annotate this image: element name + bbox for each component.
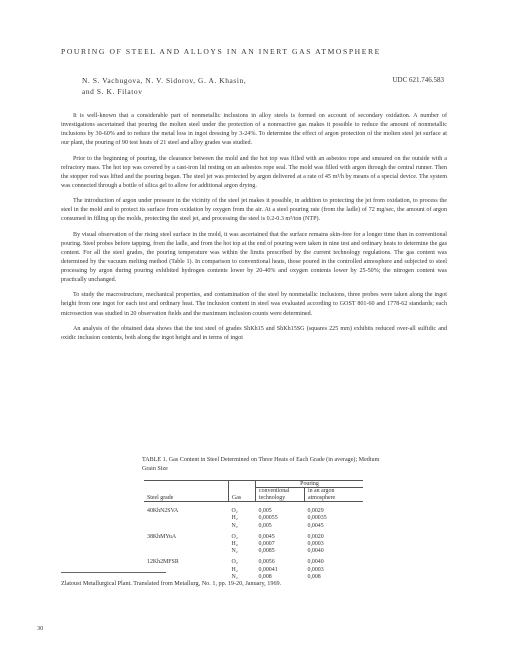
- cell-gas: O₂ H₂ N₂: [231, 559, 238, 580]
- paragraph-2: Prior to the beginning of pouring, the clearance between the mold and the hot top was filled with an asbestos rope and smeared on the outside with a refractory mass. The hot top was covered by a cast-iron lid resting on an asbestos rope seal. The mold was filled with argon through the central runner. Then the stopper rod was lifted and the pouring began. The steel jet was protected by argon delivered at a rate of 45 m³/h by means of a special device. The system was connected through a bottle of silica gel to allow for additional argon drying.: [61, 155, 447, 189]
- authors-line-2: and S. K. Filatov: [82, 87, 143, 96]
- authors-line-1: N. S. Vachugova, N. V. Sidorov, G. A. Khasin,: [82, 76, 247, 85]
- table-row: [144, 502, 363, 530]
- cell-gas: O₂ H₂ N₂: [231, 533, 238, 555]
- paragraph-4: By visual observation of the rising steel surface in the mold, it was ascertained that the surface remains skin-free for a longer time than in conventional pouring. Steel probes before tapping, from the ladle, and from the hot top at the end of pouring were taken in nine test and ordinary heats to determine the gas content. For all the steel grades, the pouring temperature was within the limits prescribed by the current technology regulations. The gas content was determined by the vacuum melting method (Table 1). In comparison to conventional heats, those poured in the controlled atmosphere and subjected to steel processing by argon during pouring exhibited hydrogen contents lower by 20-40% and oxygen contents lower by 25-50%; the nitrogen content was practically unchanged.: [61, 231, 447, 284]
- cell-conventional: 0,0056 0,00041 0,008: [258, 559, 278, 580]
- header-argon: in an argon atmosphere: [305, 488, 364, 502]
- table-row: [144, 530, 363, 556]
- footnote: Zlatoust Metallurgical Plant. Translated from Metallurg, No. 1, pp. 19-20, January, 1969.: [61, 580, 282, 587]
- footnote-rule: [61, 572, 166, 573]
- paragraph-1: It is well-known that a considerable part of nonmetallic inclusions in alloy steels is formed on account of secondary oxidation. A number of investigations ascertained that pouring the molten steel under the protection of a nonreactive gas makes it possible to reduce the amount of nonmetallic inclusions by 30-60% and to reduce the metal loss in ingot dressing by 3-24%. To determine the effect of argon protection of the molten steel jet surface at our plant, the pouring of 90 test heats of 21 steel and alloy grades was studied.: [61, 113, 447, 147]
- cell-argon: 0,0040 0,0003 0,008: [307, 559, 324, 580]
- cell-grade: 38KhMYuA: [147, 533, 177, 540]
- cell-conventional: 0,005 0,00055 0,005: [258, 508, 278, 529]
- article-body: [61, 112, 447, 349]
- gas-content-table: [144, 480, 363, 581]
- cell-gas: O₂ H₂ N₂: [231, 508, 238, 529]
- paragraph-3: The introduction of argon under pressure in the vicinity of the steel jet makes it possible, in addition to protecting the jet from oxidation, to process the steel in the mold and to protect its surface from oxidation by oxygen from the air. At a steel pouring rate (from the ladle) of 72 mg/sec, the amount of argon consumed in filling up the molds, protecting the steel jet, and processing the steel is 0.2-0.3 m³/ton (NTP).: [61, 198, 447, 223]
- paragraph-6: An analysis of the obtained data shows that the test steel of grades ShKh15 and ShKh15SG (squares 225 mm) exhibits reduced over-all sulfidic and oxidic inclusion contents, both along the ingot height and in terms of ingot: [61, 325, 447, 341]
- cell-conventional: 0,0045 0,0007 0,0085: [258, 533, 275, 555]
- cell-grade: 12Kh2MFSR: [147, 559, 179, 566]
- udc-code: UDC 621.746.583: [392, 76, 444, 84]
- page-number: 30: [37, 625, 44, 632]
- header-steel-grade: Steel grade: [144, 481, 229, 502]
- cell-argon: 0,0020 0,0003 0,0040: [307, 533, 324, 555]
- cell-argon: 0,0029 0,00035 0,0045: [307, 508, 327, 529]
- cell-grade: 40KhN2SVA: [147, 508, 179, 515]
- article-title: POURING OF STEEL AND ALLOYS IN AN INERT GAS ATMOSPHERE: [61, 47, 381, 56]
- table-row: [144, 555, 363, 581]
- table-caption: TABLE 1. Gas Content in Steel Determined on Three Heats of Each Grade (in average); Medium Grain Size: [142, 457, 380, 472]
- header-gas: Gas: [229, 481, 256, 502]
- header-conventional: conventional technology: [256, 488, 305, 502]
- header-pouring: Pouring: [256, 481, 364, 488]
- paragraph-5: To study the macrostructure, mechanical properties, and contamination of the steel by nonmetallic inclusions, three probes were taken along the ingot height from one ingot for each test and ordinary heat. The inclusion content in steel was evaluated according to GOST 801-60 and 1778-62 standards; each microsection was studied in 20 observation fields and the maximum inclusion counts were determined.: [61, 292, 447, 317]
